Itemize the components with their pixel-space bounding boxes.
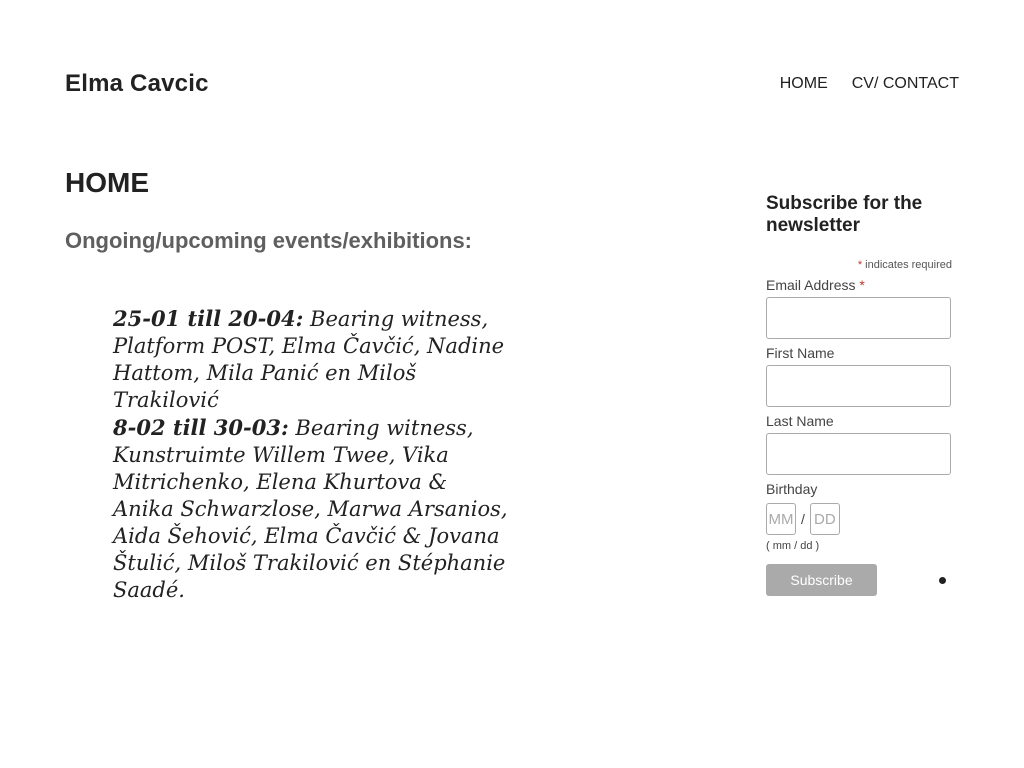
required-asterisk: * xyxy=(857,259,863,271)
submit-row xyxy=(766,564,952,596)
event-text: Bearing witness, Kunstruimte Willem Twee, Vika Mitrichenko, Elena Khurtova & Anika Schwarzlose, Marwa Arsanios, Aida Šehović, Elma Čavčić & Jovana Štulić, Miloš Trakilović en Stéphanie Saadé. xyxy=(113,416,508,602)
events-list xyxy=(113,305,513,604)
event-item xyxy=(113,414,513,604)
required-note-text: indicates required xyxy=(865,259,952,271)
nav-item-cv-contact[interactable]: CV/ CONTACT xyxy=(851,75,959,92)
first-name-field[interactable] xyxy=(766,365,951,407)
page-title: HOME xyxy=(65,167,149,198)
email-required-asterisk: * xyxy=(859,277,865,293)
event-dates: 25-01 till 20-04: xyxy=(113,306,304,331)
birthday-month-field[interactable] xyxy=(766,503,796,535)
event-dates: 8-02 till 30-03: xyxy=(113,415,289,440)
event-text: Bearing witness, Platform POST, Elma Čavčić, Nadine Hattom, Mila Panić en Miloš Trakilović xyxy=(113,307,505,412)
last-name-field[interactable] xyxy=(766,433,951,475)
birthday-day-field[interactable] xyxy=(810,503,840,535)
newsletter-title: Subscribe for the newsletter xyxy=(766,193,923,236)
site-title[interactable]: Elma Cavcic xyxy=(65,70,209,97)
required-note xyxy=(766,259,952,271)
birthday-format-hint: ( mm / dd ) xyxy=(766,540,820,552)
events-subheading: Ongoing/upcoming events/exhibitions: xyxy=(65,228,473,253)
birthday-inputs xyxy=(766,503,952,535)
email-field[interactable] xyxy=(766,297,951,339)
main-nav xyxy=(780,75,959,93)
email-label-text: Email Address xyxy=(766,277,856,293)
first-name-label: First Name xyxy=(766,345,835,361)
last-name-label: Last Name xyxy=(766,413,834,429)
mailchimp-badge[interactable] xyxy=(939,577,948,584)
nav-item-home[interactable]: HOME xyxy=(779,75,828,92)
mailchimp-icon xyxy=(939,577,946,584)
email-label xyxy=(766,277,952,293)
event-item xyxy=(113,305,513,414)
newsletter-signup xyxy=(766,193,952,596)
subscribe-button[interactable]: Subscribe xyxy=(766,564,877,596)
birthday-separator: / xyxy=(801,511,805,527)
birthday-label: Birthday xyxy=(766,481,818,497)
